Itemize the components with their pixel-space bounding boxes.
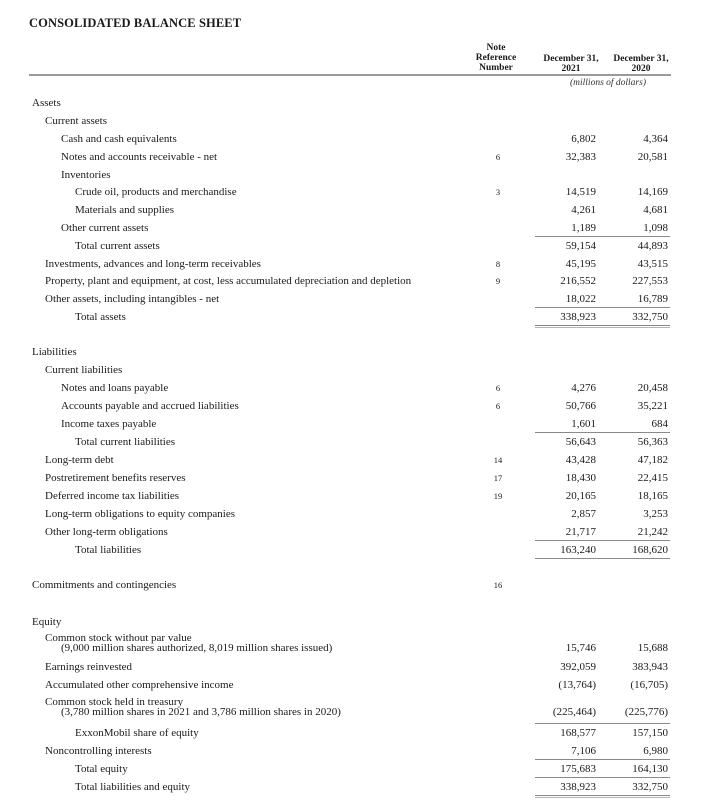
table-row — [0, 256, 706, 274]
value-2020: 4,681 — [643, 204, 668, 216]
row-label: Other current assets — [61, 222, 149, 234]
value-2020: 227,553 — [632, 275, 668, 287]
value-2021: 32,383 — [565, 151, 596, 163]
value-2020: 15,688 — [637, 642, 668, 654]
table-row — [0, 149, 706, 167]
value-2020: 18,165 — [637, 490, 668, 502]
table-row — [0, 694, 706, 720]
row-note: 6 — [495, 383, 501, 393]
value-2021: 175,683 — [560, 763, 596, 775]
total-double-rule — [535, 795, 670, 796]
value-2020: 164,130 — [632, 763, 668, 775]
row-label: Total current assets — [75, 240, 160, 252]
value-2021: 392,059 — [560, 661, 596, 673]
total-double-rule — [535, 325, 670, 326]
header-divider — [29, 74, 671, 76]
row-note: 3 — [495, 187, 501, 197]
header-note-line: Number — [479, 63, 513, 73]
table-row — [0, 659, 706, 677]
value-2021: (13,764) — [558, 679, 596, 691]
value-2020: 14,169 — [637, 186, 668, 198]
row-sublabel: (3,780 million shares in 2021 and 3,786 million shares in 2020) — [61, 706, 341, 718]
subtotal-rule — [535, 307, 670, 308]
value-2020: 35,221 — [637, 400, 668, 412]
table-row — [0, 380, 706, 398]
subtotal-rule — [535, 759, 670, 760]
subtotal-rule — [535, 432, 670, 433]
row-label: Long-term obligations to equity companies — [45, 508, 236, 520]
value-2021: 338,923 — [560, 311, 596, 323]
row-label: Equity — [32, 616, 62, 628]
row-label: Total liabilities — [75, 544, 142, 556]
table-row — [0, 273, 706, 291]
header-note-line: Note — [486, 43, 506, 53]
value-2020: 44,893 — [637, 240, 668, 252]
value-2021: 50,766 — [565, 400, 596, 412]
value-2020: 56,363 — [637, 436, 668, 448]
value-2020: 22,415 — [637, 472, 668, 484]
header-date-line: December 31, — [543, 54, 599, 64]
row-note: 6 — [495, 401, 501, 411]
value-2021: 2,857 — [571, 508, 596, 520]
value-2021: 15,746 — [565, 642, 596, 654]
value-2020: 1,098 — [643, 222, 668, 234]
value-2020: 4,364 — [643, 133, 668, 145]
value-2020: 168,620 — [632, 544, 668, 556]
value-2020: 6,980 — [643, 745, 668, 757]
value-2020: 43,515 — [637, 258, 668, 270]
row-note: 6 — [495, 152, 501, 162]
table-row — [0, 398, 706, 416]
value-2021: 168,577 — [560, 727, 596, 739]
value-2020: 332,750 — [632, 311, 668, 323]
value-2021: 20,165 — [565, 490, 596, 502]
row-label: Current liabilities — [45, 364, 123, 376]
row-label: Commitments and contingencies — [32, 579, 177, 591]
header-date-line: December 31, — [613, 54, 669, 64]
row-label: Current assets — [45, 115, 108, 127]
row-label: Earnings reinvested — [45, 661, 133, 673]
row-label: Deferred income tax liabilities — [45, 490, 180, 502]
subtotal-row — [0, 725, 706, 743]
value-2020: 3,253 — [643, 508, 668, 520]
table-row-commitments — [0, 577, 706, 595]
value-2020: 383,943 — [632, 661, 668, 673]
value-2021: 163,240 — [560, 544, 596, 556]
row-label: Notes and accounts receivable - net — [61, 151, 218, 163]
row-label: Postretirement benefits reserves — [45, 472, 186, 484]
row-note: 17 — [493, 473, 503, 483]
header-december-2020 — [601, 54, 681, 74]
value-2021: 18,022 — [565, 293, 596, 305]
header-year-line: 2021 — [561, 64, 581, 74]
value-2020: 16,789 — [637, 293, 668, 305]
units-label: (millions of dollars) — [569, 78, 646, 88]
subsection-current-liabilities — [0, 362, 706, 380]
subtotal-rule — [535, 540, 670, 541]
row-label: Crude oil, products and merchandise — [75, 186, 237, 198]
subsection-current-assets — [0, 113, 706, 131]
value-2021: 14,519 — [565, 186, 596, 198]
row-label: Total liabilities and equity — [75, 781, 191, 793]
table-row — [0, 506, 706, 524]
value-2020: 20,581 — [637, 151, 668, 163]
value-2021: 43,428 — [565, 454, 596, 466]
row-label: Common stock without par value — [45, 632, 192, 644]
total-row — [0, 238, 706, 256]
value-2021: 4,276 — [571, 382, 596, 394]
value-2021: 216,552 — [560, 275, 596, 287]
row-note: 16 — [493, 580, 503, 590]
value-2021: 1,601 — [571, 418, 596, 430]
row-label: Accumulated other comprehensive income — [45, 679, 234, 691]
row-label: Assets — [32, 97, 61, 109]
row-label: Notes and loans payable — [61, 382, 169, 394]
header-note-line: Reference — [475, 53, 517, 63]
page-title: CONSOLIDATED BALANCE SHEET — [29, 16, 242, 30]
value-2021: 6,802 — [571, 133, 596, 145]
table-row — [0, 184, 706, 202]
value-2021: 18,430 — [565, 472, 596, 484]
row-label: Investments, advances and long-term receivables — [45, 258, 261, 270]
row-sublabel: (9,000 million shares authorized, 8,019 million shares issued) — [61, 642, 333, 654]
header-december-2021 — [531, 54, 611, 74]
subsection-inventories — [0, 167, 706, 185]
row-label: Noncontrolling interests — [45, 745, 152, 757]
total-row — [0, 434, 706, 452]
value-2021: 4,261 — [571, 204, 596, 216]
section-heading-liabilities — [0, 344, 706, 362]
value-2020: 684 — [651, 418, 668, 430]
row-note: 14 — [493, 455, 503, 465]
subtotal-rule — [535, 777, 670, 778]
row-label: Cash and cash equivalents — [61, 133, 177, 145]
row-label: Total current liabilities — [75, 436, 176, 448]
row-label: Other assets, including intangibles - net — [45, 293, 220, 305]
section-heading-assets — [0, 95, 706, 113]
value-2020: 47,182 — [637, 454, 668, 466]
value-2020: (225,776) — [624, 706, 668, 718]
table-row — [0, 488, 706, 506]
row-label: Total equity — [75, 763, 128, 775]
row-note: 8 — [495, 259, 501, 269]
table-row — [0, 677, 706, 695]
subtotal-rule — [535, 723, 670, 724]
header-note-reference — [468, 43, 524, 73]
row-label: Accounts payable and accrued liabilities — [61, 400, 239, 412]
row-note: 19 — [493, 491, 503, 501]
header-year-line: 2020 — [631, 64, 651, 74]
row-label: ExxonMobil share of equity — [75, 727, 199, 739]
row-label: Income taxes payable — [61, 418, 157, 430]
value-2021: 56,643 — [565, 436, 596, 448]
row-label: Inventories — [61, 169, 111, 181]
table-row — [0, 202, 706, 220]
value-2020: 157,150 — [632, 727, 668, 739]
row-label: Liabilities — [32, 346, 77, 358]
table-row — [0, 452, 706, 470]
value-2021: 1,189 — [571, 222, 596, 234]
value-2021: (225,464) — [552, 706, 596, 718]
row-note: 9 — [495, 276, 501, 286]
table-row — [0, 131, 706, 149]
row-label: Long-term debt — [45, 454, 114, 466]
total-rule — [535, 558, 670, 559]
row-label: Other long-term obligations — [45, 526, 168, 538]
value-2020: 332,750 — [632, 781, 668, 793]
row-label: Total assets — [75, 311, 126, 323]
table-row — [0, 630, 706, 656]
value-2021: 45,195 — [565, 258, 596, 270]
value-2020: (16,705) — [630, 679, 668, 691]
value-2020: 20,458 — [637, 382, 668, 394]
row-label: Property, plant and equipment, at cost, less accumulated depreciation and depletion — [45, 275, 412, 287]
row-label: Materials and supplies — [75, 204, 174, 216]
row-label: Common stock held in treasury — [45, 696, 184, 708]
value-2020: 21,242 — [637, 526, 668, 538]
value-2021: 59,154 — [565, 240, 596, 252]
value-2021: 7,106 — [571, 745, 596, 757]
subtotal-rule — [535, 236, 670, 237]
value-2021: 338,923 — [560, 781, 596, 793]
table-row — [0, 470, 706, 488]
value-2021: 21,717 — [565, 526, 596, 538]
